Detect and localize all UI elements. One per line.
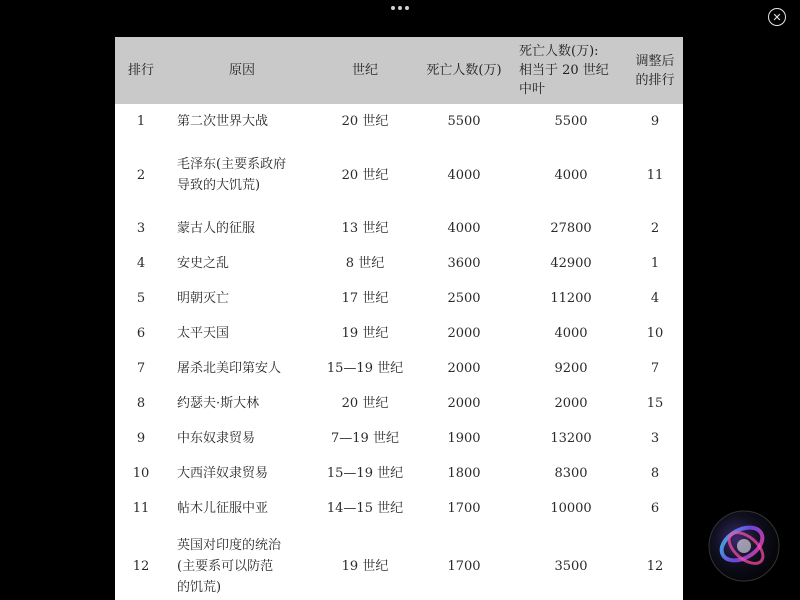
cell-rank: 6 (136, 326, 146, 341)
cell-deaths: 3600 (447, 256, 481, 271)
header-cause: 原因 (228, 63, 255, 78)
cell-adjusted: 42900 (550, 256, 592, 271)
cell-cause: 安史之乱 (177, 256, 230, 271)
cell-cause: 帖木儿征服中亚 (177, 501, 269, 516)
cell-adjusted: 4000 (554, 167, 588, 183)
table-row (115, 491, 683, 526)
cell-cause: 第二次世界大战 (177, 114, 269, 129)
cell-new-rank: 8 (650, 466, 660, 481)
cell-rank: 9 (136, 431, 146, 446)
cell-cause: 明朝灭亡 (177, 291, 230, 306)
table-row (115, 421, 683, 456)
cell-deaths: 2000 (447, 326, 481, 341)
table-row (115, 104, 683, 139)
cell-new-rank: 7 (650, 361, 660, 376)
cell-cause: 蒙古人的征服 (177, 221, 256, 236)
cell-century: 7—19 世纪 (331, 431, 399, 446)
table-header-row (115, 37, 683, 104)
cell-rank: 11 (132, 501, 150, 516)
cell-century: 17 世纪 (341, 291, 389, 306)
cell-century: 15—19 世纪 (326, 361, 404, 376)
cell-cause: 太平天国 (177, 326, 230, 341)
cell-deaths: 2500 (447, 291, 481, 306)
data-table (115, 37, 683, 600)
cell-new-rank: 1 (650, 256, 660, 271)
table-row (115, 246, 683, 281)
cell-deaths: 4000 (447, 221, 481, 236)
more-dots-icon[interactable] (391, 6, 409, 10)
cell-rank: 7 (136, 361, 146, 376)
header-adjusted: 死亡人数(万): 相当于 20 世纪 中叶 (519, 44, 609, 97)
cell-rank: 5 (136, 291, 146, 306)
cell-adjusted: 2000 (554, 396, 588, 411)
cell-deaths: 1700 (447, 501, 481, 516)
cell-rank: 1 (136, 114, 146, 129)
table-row (115, 316, 683, 351)
header-new-rank: 调整后 的排行 (635, 53, 675, 88)
cell-cause: 大西洋奴隶贸易 (177, 466, 269, 481)
cell-new-rank: 6 (650, 501, 660, 516)
cell-rank: 12 (132, 558, 150, 574)
close-icon[interactable]: ✕ (768, 8, 786, 26)
cell-new-rank: 2 (650, 221, 660, 236)
table-row (115, 281, 683, 316)
cell-adjusted: 9200 (554, 361, 588, 376)
header-century: 世纪 (351, 63, 378, 78)
cell-adjusted: 27800 (550, 221, 592, 236)
cell-deaths: 4000 (447, 167, 481, 183)
cell-new-rank: 3 (650, 431, 660, 446)
siri-orb-icon[interactable] (708, 510, 780, 582)
table-row (115, 139, 683, 211)
cell-deaths: 1800 (447, 466, 481, 481)
cell-deaths: 2000 (447, 361, 481, 376)
cell-century: 19 世纪 (341, 326, 389, 341)
cell-new-rank: 9 (650, 114, 660, 129)
cell-rank: 4 (136, 256, 146, 271)
cell-century: 15—19 世纪 (326, 466, 404, 481)
cell-adjusted: 4000 (554, 326, 588, 341)
cell-century: 20 世纪 (341, 396, 389, 411)
header-rank: 排行 (127, 63, 154, 78)
cell-century: 13 世纪 (341, 221, 389, 236)
table-row (115, 211, 683, 246)
table-row (115, 456, 683, 491)
cell-rank: 3 (136, 221, 146, 236)
cell-cause: 英国对印度的统治 (主要系可以防范 的饥荒) (177, 537, 282, 595)
header-deaths: 死亡人数(万) (426, 63, 502, 78)
cell-new-rank: 11 (646, 167, 664, 183)
cell-deaths: 1900 (447, 431, 481, 446)
cell-deaths: 2000 (447, 396, 481, 411)
cell-adjusted: 10000 (550, 501, 592, 516)
cell-century: 8 世纪 (345, 256, 385, 271)
cell-deaths: 1700 (447, 558, 481, 574)
cell-new-rank: 10 (646, 326, 664, 341)
cell-new-rank: 4 (650, 291, 660, 306)
table-row (115, 351, 683, 386)
cell-adjusted: 13200 (550, 431, 592, 446)
cell-deaths: 5500 (447, 114, 481, 129)
cell-cause: 约瑟夫·斯大林 (177, 396, 260, 411)
cell-rank: 8 (136, 396, 146, 411)
cell-adjusted: 5500 (554, 114, 588, 129)
cell-new-rank: 12 (646, 558, 664, 574)
cell-cause: 毛泽东(主要系政府 导致的大饥荒) (177, 157, 287, 193)
cell-century: 20 世纪 (341, 114, 389, 129)
table-row (115, 386, 683, 421)
cell-new-rank: 15 (646, 396, 664, 411)
cell-adjusted: 11200 (550, 291, 592, 306)
cell-rank: 2 (136, 167, 146, 183)
cell-adjusted: 8300 (554, 466, 588, 481)
cell-century: 19 世纪 (341, 558, 389, 574)
cell-century: 14—15 世纪 (326, 501, 404, 516)
cell-century: 20 世纪 (341, 167, 389, 183)
cell-cause: 屠杀北美印第安人 (177, 361, 282, 376)
cell-cause: 中东奴隶贸易 (177, 431, 256, 446)
document-page (115, 37, 683, 600)
table-row (115, 526, 683, 600)
cell-rank: 10 (132, 466, 150, 481)
cell-adjusted: 3500 (554, 558, 588, 574)
